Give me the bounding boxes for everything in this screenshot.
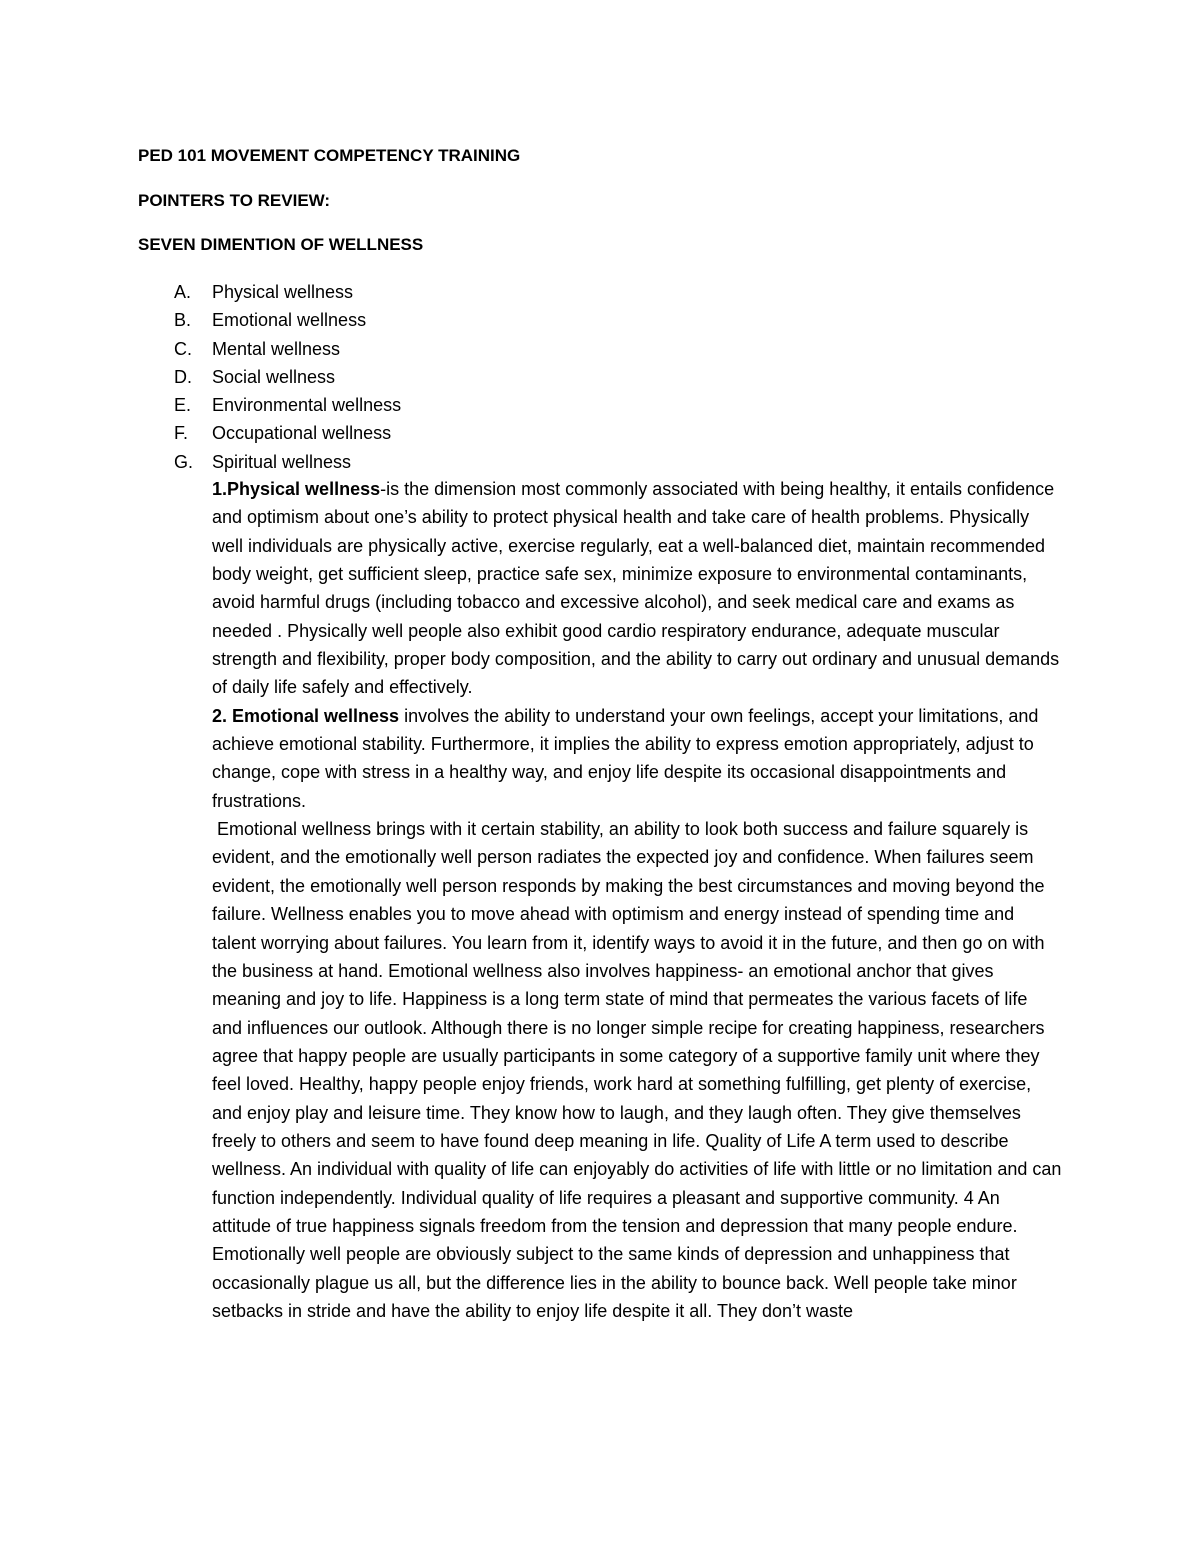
list-item-label: Social wellness [212,366,336,387]
list-item-label: Spiritual wellness [212,451,352,472]
list-item [138,363,401,391]
emotional-wellness-text: involves the ability to understand your own feelings, accept your limitations, and achieve emotional stability. Furthermore, it implies the ability to express emotion appropriately, adjust to change, cope with stress in a healthy way, and enjoy life despite its occasional disappointments and frustrations. [212,705,1039,811]
list-item-letter: B. [174,310,192,331]
list-item [138,419,401,447]
list-item [138,278,401,306]
document-subtitle: POINTERS TO REVIEW: [138,191,331,210]
list-item-label: Emotional wellness [212,310,367,331]
body-text [212,475,1067,1325]
list-item-label: Environmental wellness [212,395,402,416]
list-item-label: Mental wellness [212,338,341,359]
emotional-wellness-paragraph [212,702,1062,815]
list-item [138,335,401,363]
list-item [138,306,401,334]
list-item-letter: E. [174,395,192,416]
list-item-letter: G. [174,451,194,472]
emotional-wellness-term: 2. Emotional wellness [212,705,400,726]
section-heading: SEVEN DIMENTION OF WELLNESS [138,235,424,254]
physical-wellness-text: -is the dimension most commonly associated with being healthy, it entails confidence and optimism about one’s ability to protect physical health and take care of health problems. Physically well individuals are physically active, exercise regularly, eat a well-balanced diet, maintain recommended body weight, get sufficient sleep, practice safe sex, minimize exposure to environmental contaminants, avoid harmful drugs (including tobacco and excessive alcohol), and seek medical care and exams as needed . Physically well people also exhibit good cardio respiratory endurance, adequate muscular strength and flexibility, proper body composition, and the ability to carry out ordinary and unusual demands of daily life safely and effectively. [212,479,1060,698]
list-item-letter: D. [174,366,192,387]
dimensions-list [138,278,401,476]
list-item-label: Physical wellness [212,282,354,302]
list-item-letter: C. [174,338,192,359]
list-item [138,391,401,419]
physical-wellness-term: 1.Physical wellness [212,479,381,499]
list-item-letter: A. [174,282,192,302]
document-title: PED 101 MOVEMENT COMPETENCY TRAINING [138,146,521,165]
list-item [138,448,401,476]
physical-wellness-paragraph [212,475,1062,702]
emotional-wellness-continuation: Emotional wellness brings with it certain stability, an ability to look both success and failure squarely is evident, and the emotionally well person radiates the expected joy and confidence. When failures seem evident, the emotionally well person responds by making the best circumstances and moving beyond the failure. Wellness enables you to move ahead with optimism and energy instead of spending time and talent worrying about failures. You learn from it, identify ways to avoid it in the future, and then go on with the business at hand. Emotional wellness also involves happiness- an emotional anchor that gives meaning and joy to life. Happiness is a long term state of mind that permeates the various facets of life and influences our outlook. Although there is no longer simple recipe for creating happiness, researchers agree that happy people are usually participants in some category of a supportive family unit where they feel loved. Healthy, happy people enjoy friends, work hard at something fulfilling, get plenty of exercise, and enjoy play and leisure time. They know how to laugh, and they laugh often. They give themselves freely to others and seem to have found deep meaning in life. Quality of Life A term used to describe wellness. An individual with quality of life can enjoyably do activities of life with little or no limitation and can function independently. Individual quality of life requires a pleasant and supportive community. 4 An attitude of true happiness signals freedom from the tension and depression that many people endure. Emotionally well people are obviously subject to the same kinds of depression and unhappiness that occasionally plague us all, but the difference lies in the ability to bounce back. Well people take minor setbacks in stride and have the ability to enjoy life despite it all. They don’t waste [212,819,1067,1321]
list-item-label: Occupational wellness [212,423,392,444]
list-item-letter: F. [174,423,189,444]
